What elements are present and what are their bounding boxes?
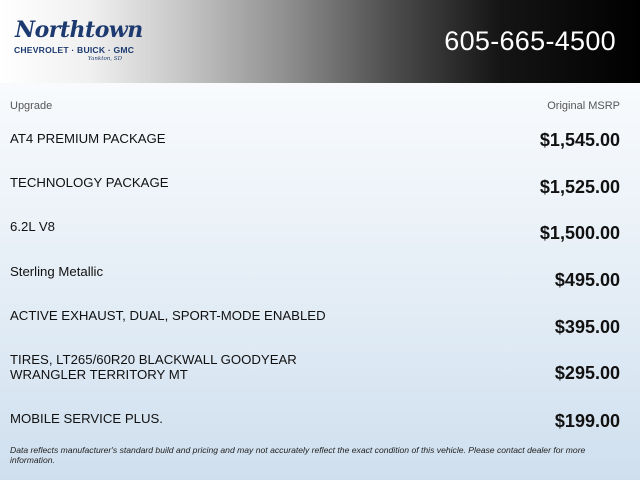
logo-brands: CHEVROLET · BUICK · GMC xyxy=(14,45,135,55)
dealer-phone[interactable]: 605-665-4500 xyxy=(444,26,616,56)
upgrade-name xyxy=(10,352,297,382)
upgrade-price: $395.00 xyxy=(554,317,620,337)
upgrade-name: AT4 PREMIUM PACKAGE xyxy=(10,131,166,146)
upgrade-price: $199.00 xyxy=(554,411,620,431)
upgrade-price: $1,545.00 xyxy=(539,130,620,150)
dealer-logo xyxy=(12,17,143,64)
disclaimer-text: Data reflects manufacturer's standard build and pricing and may not accurately reflect the exact condition of this vehicle. Please contact dealer for more information. xyxy=(10,445,586,465)
logo-city: Yankton, SD xyxy=(87,56,122,62)
upgrade-name: 6.2L V8 xyxy=(10,219,55,234)
upgrade-name: MOBILE SERVICE PLUS. xyxy=(10,411,163,426)
upgrade-price: $1,500.00 xyxy=(539,223,620,243)
upgrade-price: $295.00 xyxy=(554,363,620,383)
upgrade-name: ACTIVE EXHAUST, DUAL, SPORT-MODE ENABLED xyxy=(10,308,326,323)
header-banner xyxy=(0,0,640,83)
column-header-upgrade: Upgrade xyxy=(10,100,53,112)
logo-name: Northtown xyxy=(15,17,143,43)
upgrade-price: $495.00 xyxy=(554,270,620,290)
column-header-msrp: Original MSRP xyxy=(547,100,620,112)
upgrade-name-line2: WRANGLER TERRITORY MT xyxy=(10,367,188,382)
upgrade-name-line1: TIRES, LT265/60R20 BLACKWALL GOODYEAR xyxy=(10,352,297,367)
upgrade-name: TECHNOLOGY PACKAGE xyxy=(10,175,169,190)
upgrade-name: Sterling Metallic xyxy=(10,264,104,279)
upgrade-price: $1,525.00 xyxy=(539,177,620,197)
